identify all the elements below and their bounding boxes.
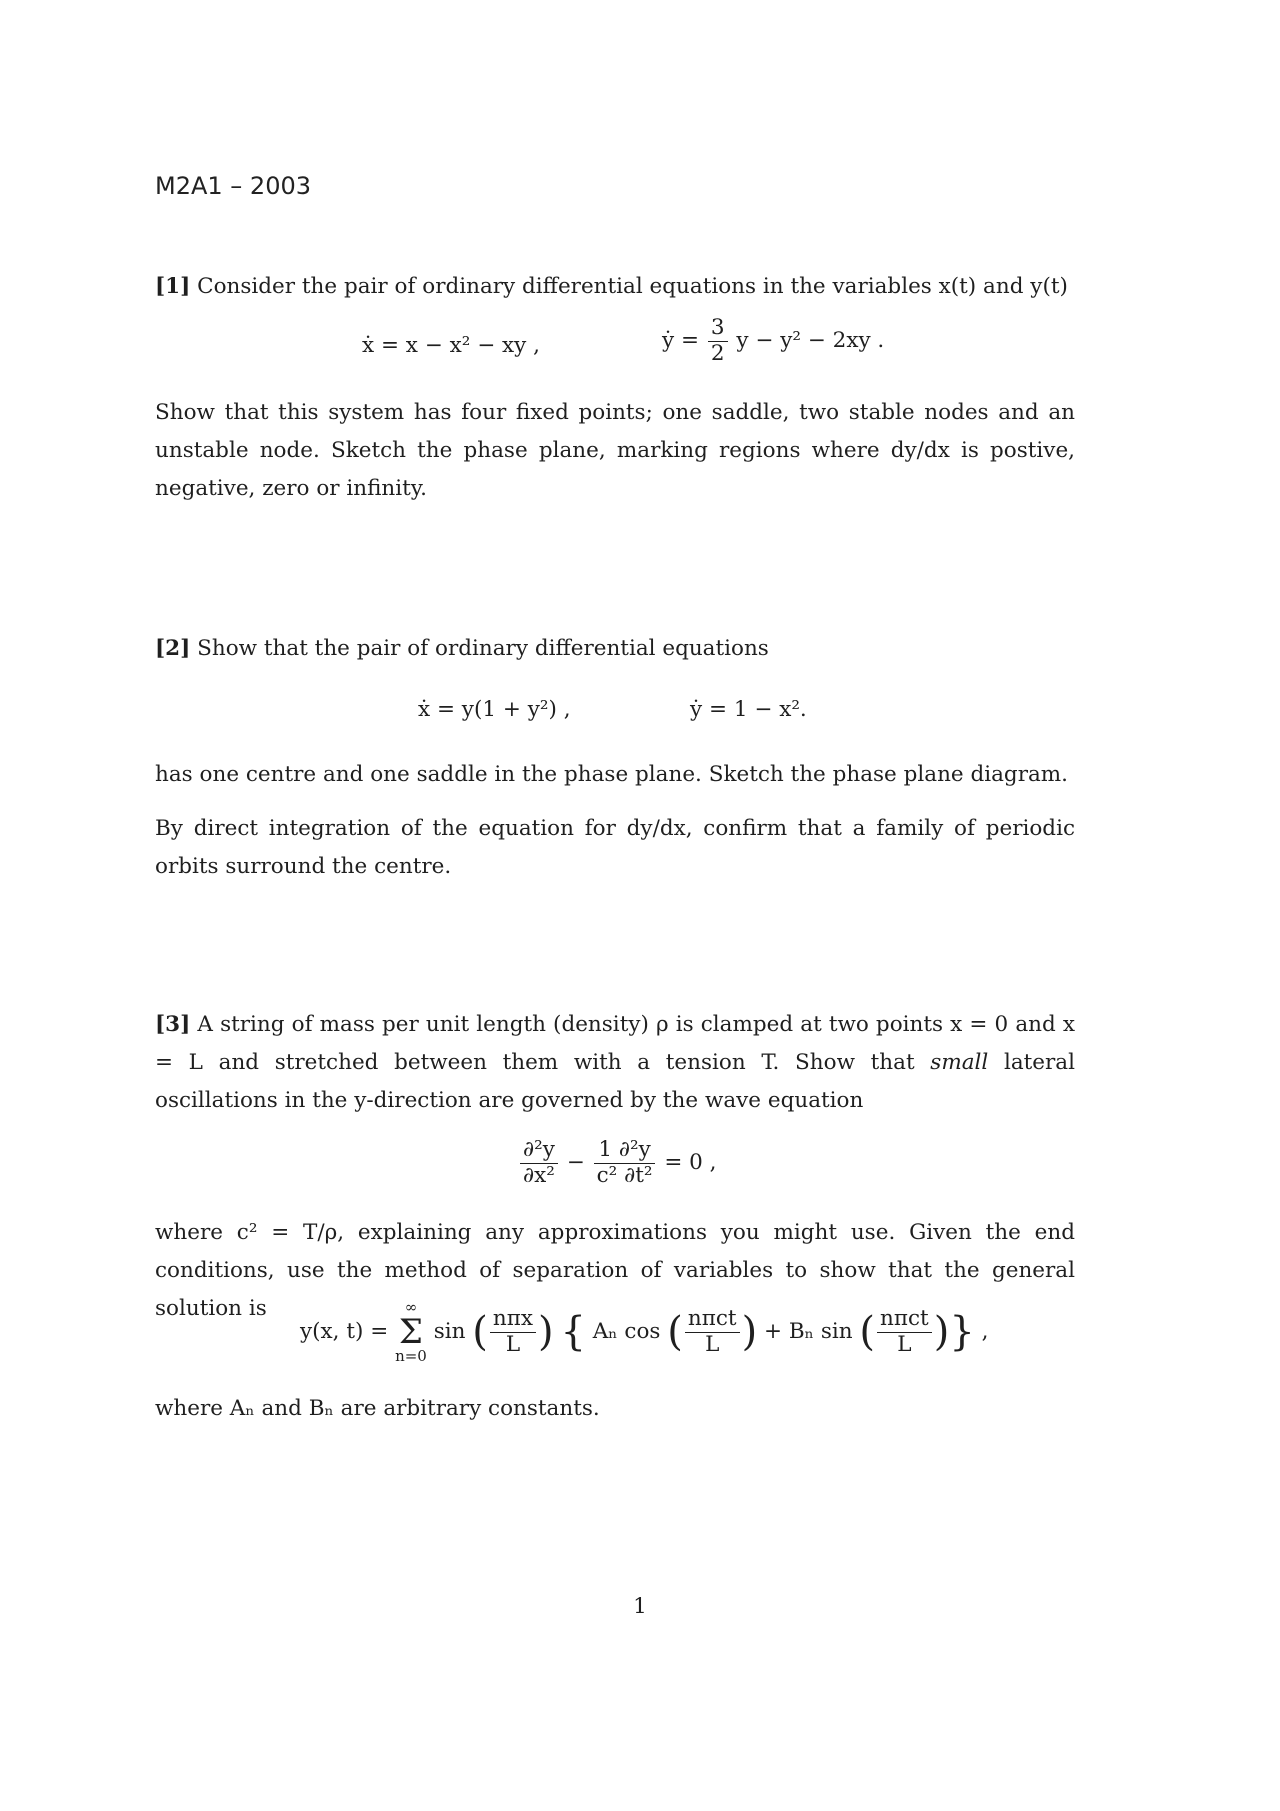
arg-frac-3-num: nπct xyxy=(877,1307,932,1333)
paren-close-1: ) xyxy=(538,1309,554,1355)
wave-frac-1 xyxy=(520,1138,558,1188)
question-3-intro xyxy=(155,1006,1075,1120)
solution-lhs: y(x, t) = xyxy=(300,1319,389,1344)
question-2-intro xyxy=(155,630,1075,668)
brace-open: { xyxy=(560,1309,586,1355)
wave-frac-2-den: c² ∂t² xyxy=(596,1162,653,1188)
arg-frac-2-num: nπct xyxy=(685,1307,740,1333)
general-solution xyxy=(300,1300,988,1364)
sum-sigma: Σ xyxy=(398,1312,423,1352)
arg-frac-3 xyxy=(877,1307,932,1357)
page-number: 1 xyxy=(633,1594,647,1619)
q1-fraction xyxy=(708,316,728,366)
question-1-intro xyxy=(155,268,1075,306)
arg-frac-2 xyxy=(685,1307,740,1357)
paren-open-3: ( xyxy=(859,1309,876,1355)
paren-close-2: ) xyxy=(741,1309,758,1355)
question-1-number: [1] xyxy=(155,274,191,299)
q1-eq-y-lhs: ẏ = xyxy=(662,328,699,354)
wave-frac-2-num: 1 ∂²y xyxy=(594,1138,656,1164)
question-2-body-2: By direct integration of the equation for dy/dx, confirm that a family of periodic orbits surround the centre. xyxy=(155,816,1075,879)
solution-an-cos: Aₙ cos xyxy=(592,1319,661,1344)
question-3-number: [3] xyxy=(155,1012,191,1037)
question-2-intro-text: Show that the pair of ordinary differential equations xyxy=(190,636,769,661)
question-1-body: Show that this system has four fixed points; one saddle, two stable nodes and an unstable node. Sketch the phase plane, marking regions where dy/dx is postive, negative, zero or infinity. xyxy=(155,400,1075,501)
paren-close-3: ) xyxy=(933,1309,950,1355)
brace-close: } xyxy=(949,1309,975,1355)
q1-equation-x: ẋ = x − x² − xy , xyxy=(362,333,540,358)
question-2-number: [2] xyxy=(155,636,191,661)
arg-frac-2-den: L xyxy=(705,1331,720,1357)
q2-equation-x: ẋ = y(1 + y²) , xyxy=(418,697,571,722)
solution-bn-sin: + Bₙ sin xyxy=(764,1319,853,1344)
page-header: M2A1 – 2003 xyxy=(155,172,311,200)
question-3-closing: where Aₙ and Bₙ are arbitrary constants. xyxy=(155,1396,600,1421)
q1-frac-num: 3 xyxy=(708,316,728,342)
summation-operator xyxy=(395,1300,427,1364)
wave-frac-1-num: ∂²y xyxy=(520,1138,558,1164)
paren-open-2: ( xyxy=(667,1309,683,1355)
sum-lower-limit: n=0 xyxy=(395,1347,427,1365)
wave-equation xyxy=(518,1138,717,1188)
q1-eq-y-rhs: y − y² − 2xy . xyxy=(736,328,885,354)
sum-upper-limit: ∞ xyxy=(404,1298,418,1316)
question-3-intro-text: A string of mass per unit length (density) ρ is clamped at two points x = 0 and x = L and stretched between them with a tension T. Show that xyxy=(155,1012,1075,1075)
paren-open-1: ( xyxy=(472,1309,488,1355)
question-3-emphasis: small xyxy=(930,1050,989,1075)
solution-end: , xyxy=(981,1319,989,1344)
arg-frac-3-den: L xyxy=(897,1331,912,1357)
wave-minus: − xyxy=(566,1150,585,1176)
arg-frac-1-den: L xyxy=(505,1331,521,1357)
solution-sin: sin xyxy=(433,1319,466,1344)
wave-frac-1-den: ∂x² xyxy=(523,1162,555,1188)
question-2-body-1: has one centre and one saddle in the phase plane. Sketch the phase plane diagram. xyxy=(155,762,1069,787)
q2-equation-y: ẏ = 1 − x². xyxy=(690,697,807,722)
question-3-intro-rest: lateral oscillations in the y-direction are governed by the wave equation xyxy=(155,1050,1075,1113)
wave-rhs: = 0 , xyxy=(664,1150,717,1176)
question-1-intro-text: Consider the pair of ordinary differential equations in the variables x(t) and y(t) xyxy=(190,274,1068,299)
arg-frac-1 xyxy=(490,1307,536,1357)
question-3-body: where c² = T/ρ, explaining any approximations you might use. Given the end conditions, use the method of separation of variables to show that the general solution is xyxy=(155,1220,1075,1321)
arg-frac-1-num: nπx xyxy=(490,1307,536,1333)
wave-frac-2 xyxy=(594,1138,656,1188)
q1-frac-den: 2 xyxy=(710,340,725,366)
q1-equation-y xyxy=(662,316,884,366)
